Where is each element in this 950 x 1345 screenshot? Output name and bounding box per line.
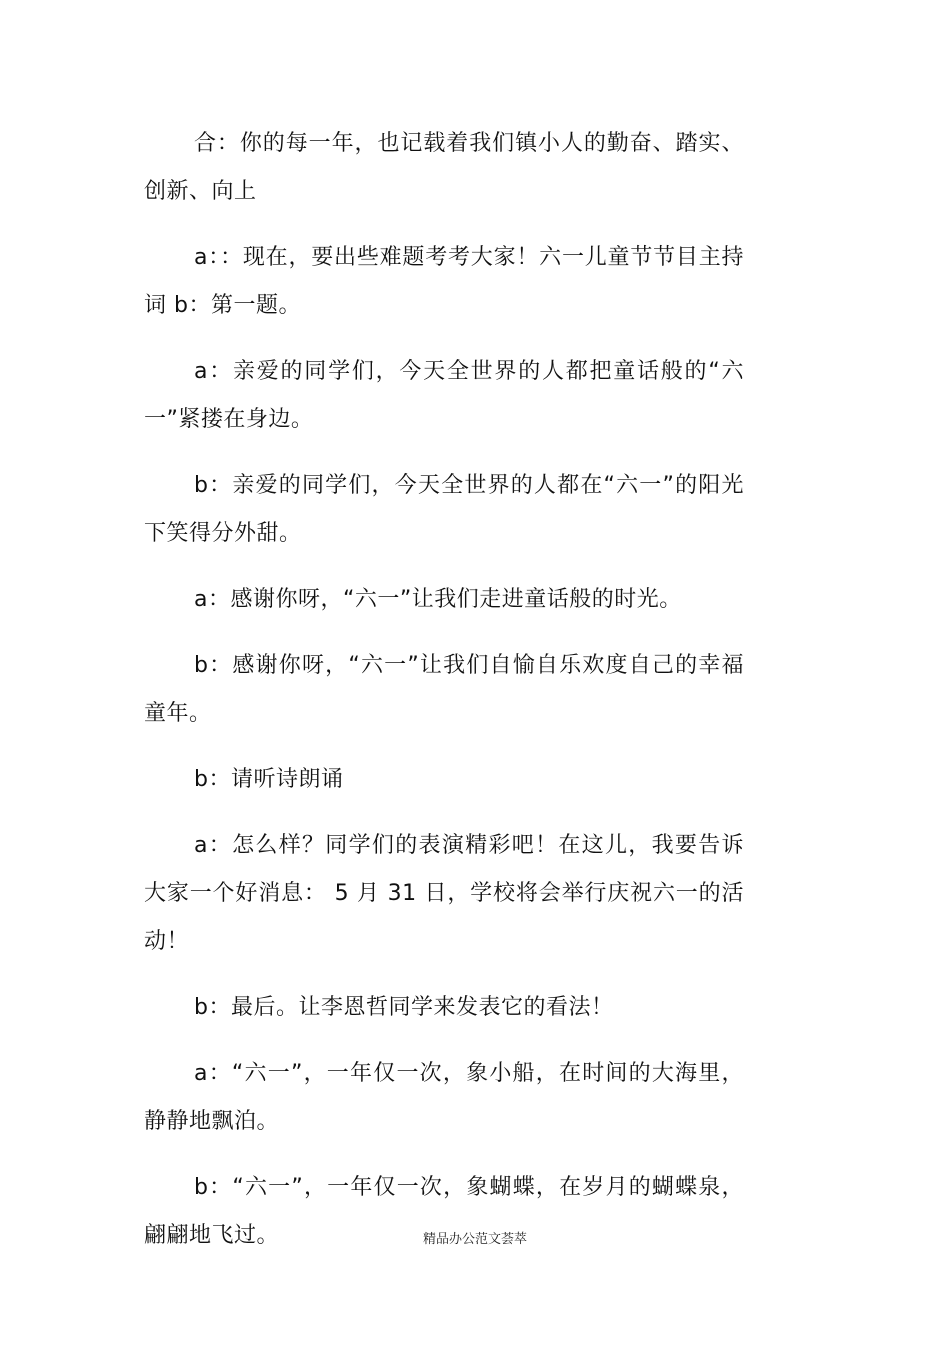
paragraph: b：“六一”，一年仅一次，象蝴蝶，在岁月的蝴蝶泉，翩翩地飞过。	[144, 1175, 744, 1248]
paragraph: 合：你的每一年，也记载着我们镇小人的勤奋、踏实、创新、向上	[144, 131, 744, 204]
paragraph: a：怎么样？同学们的表演精彩吧！在这儿，我要告诉大家一个好消息： 5 月 31 日，学校将会举行庆祝六一的活动！	[144, 833, 744, 954]
paragraph: a：感谢你呀，“六一”让我们走进童话般的时光。	[194, 587, 682, 612]
paragraph: b：感谢你呀，“六一”让我们自愉自乐欢度自己的幸福童年。	[144, 653, 744, 726]
paragraph: a：：现在，要出些难题考考大家！六一儿童节节目主持词 b：第一题。	[144, 245, 744, 318]
paragraph: b：亲爱的同学们，今天全世界的人都在“六一”的阳光下笑得分外甜。	[144, 473, 744, 546]
paragraph: b：最后。让李恩哲同学来发表它的看法！	[194, 995, 614, 1020]
document-body	[144, 120, 744, 1278]
paragraph: a：“六一”，一年仅一次，象小船，在时间的大海里，静静地飘泊。	[144, 1061, 744, 1134]
paragraph: a：亲爱的同学们，今天全世界的人都把童话般的“六一”紧搂在身边。	[144, 359, 744, 432]
page-footer: 精品办公范文荟萃	[422, 1232, 527, 1247]
paragraph: b：请听诗朗诵	[194, 767, 344, 792]
